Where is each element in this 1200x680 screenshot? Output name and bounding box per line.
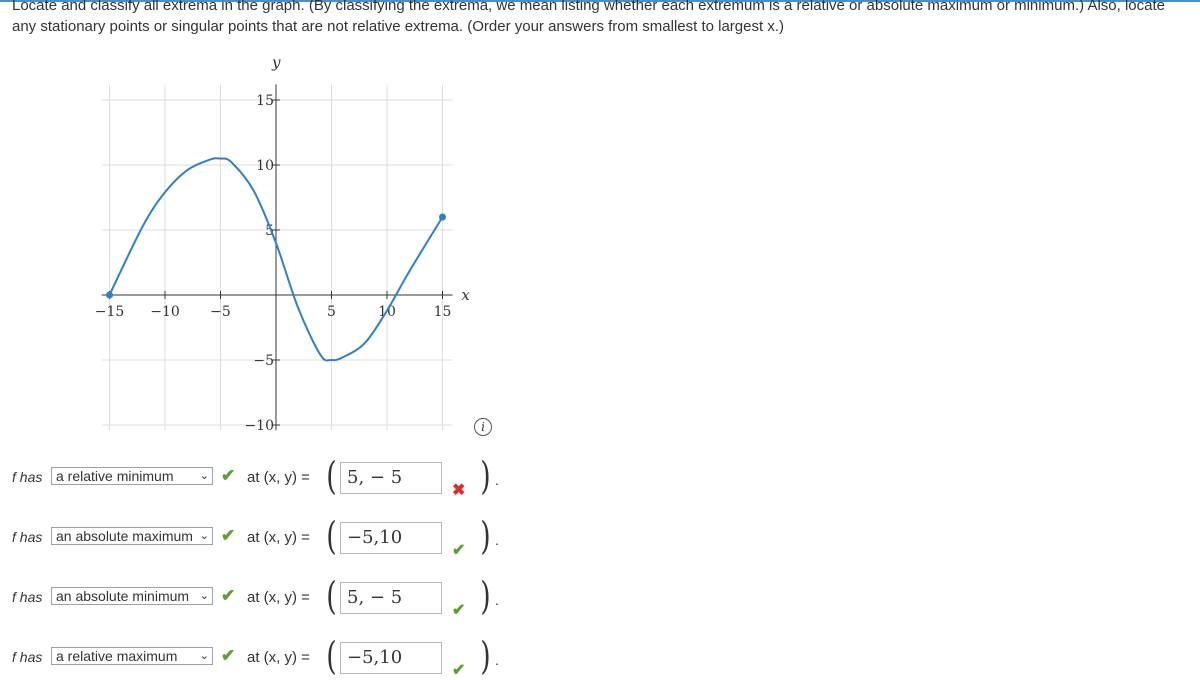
incorrect-x-icon: ✖ — [452, 482, 466, 499]
at-xy-label: at (x, y) = — [247, 469, 310, 486]
x-tick-label: −5 — [210, 304, 231, 320]
open-paren: ( — [326, 454, 337, 498]
correct-check-icon: ✔ — [221, 466, 236, 485]
curve-endpoint — [439, 214, 446, 221]
x-tick-label: −10 — [150, 304, 180, 320]
curve-endpoint — [106, 292, 113, 299]
extremum-type-select[interactable] — [51, 587, 213, 605]
x-tick-label: 15 — [433, 304, 452, 320]
select-value: an absolute maximum — [56, 528, 193, 544]
x-tick-label: 5 — [327, 304, 336, 320]
coordinate-answer-input[interactable]: 5, − 5 — [340, 462, 442, 494]
close-paren: ) — [480, 634, 491, 678]
correct-check-icon: ✔ — [452, 662, 466, 679]
period: . — [495, 472, 499, 488]
at-xy-label: at (x, y) = — [247, 589, 310, 606]
period: . — [495, 592, 499, 608]
open-paren: ( — [326, 514, 337, 558]
period: . — [495, 532, 499, 548]
select-value: an absolute minimum — [56, 588, 190, 604]
correct-check-icon: ✔ — [221, 526, 236, 545]
coordinate-answer-input[interactable]: −5,10 — [340, 522, 442, 554]
y-tick-label: −5 — [253, 353, 274, 369]
close-paren: ) — [480, 574, 491, 618]
x-axis-label: x — [461, 286, 470, 304]
correct-check-icon: ✔ — [221, 586, 236, 605]
close-paren: ) — [480, 514, 491, 558]
y-tick-label: 10 — [256, 158, 274, 174]
row-prefix: f has — [12, 469, 43, 485]
select-value: a relative maximum — [56, 648, 178, 664]
close-paren: ) — [480, 454, 491, 498]
y-tick-label: 15 — [256, 93, 274, 109]
row-prefix: f has — [12, 589, 43, 605]
y-axis-label: y — [272, 53, 281, 72]
open-paren: ( — [326, 634, 337, 678]
select-value: a relative minimum — [56, 468, 174, 484]
row-prefix: f has — [12, 649, 43, 665]
correct-check-icon: ✔ — [452, 602, 466, 619]
coordinate-answer-input[interactable]: −5,10 — [340, 642, 442, 674]
answer-row-4 — [0, 634, 1200, 679]
answer-row-1 — [0, 454, 1200, 499]
chevron-down-icon: ⌄ — [199, 470, 209, 482]
x-tick-label: 10 — [378, 304, 396, 320]
info-icon[interactable]: i — [474, 418, 492, 436]
row-prefix: f has — [12, 529, 43, 545]
at-xy-label: at (x, y) = — [247, 649, 310, 666]
chevron-down-icon: ⌄ — [199, 590, 209, 602]
correct-check-icon: ✔ — [221, 646, 236, 665]
coordinate-answer-input[interactable]: 5, − 5 — [340, 582, 442, 614]
correct-check-icon: ✔ — [452, 542, 466, 559]
answer-row-2 — [0, 514, 1200, 559]
y-tick-label: −10 — [244, 418, 274, 434]
extremum-type-select[interactable] — [51, 527, 213, 545]
x-tick-label: −15 — [94, 304, 125, 320]
extremum-type-select[interactable] — [51, 647, 213, 665]
open-paren: ( — [326, 574, 337, 618]
chevron-down-icon: ⌄ — [199, 650, 209, 662]
at-xy-label: at (x, y) = — [247, 529, 310, 546]
period: . — [495, 652, 499, 668]
answer-row-3 — [0, 574, 1200, 619]
chevron-down-icon: ⌄ — [199, 530, 209, 542]
y-tick-label: 5 — [265, 223, 274, 239]
extremum-type-select[interactable] — [51, 467, 213, 485]
question-text: Locate and classify all extrema in the graph. (By classifying the extrema, we mean listing whether each extremum is a relative or absolute maximum or minimum.) Also, locate any stationary points or singular points that are not relative extrema. (Order your answers from smallest to largest x.) — [12, 0, 1165, 35]
